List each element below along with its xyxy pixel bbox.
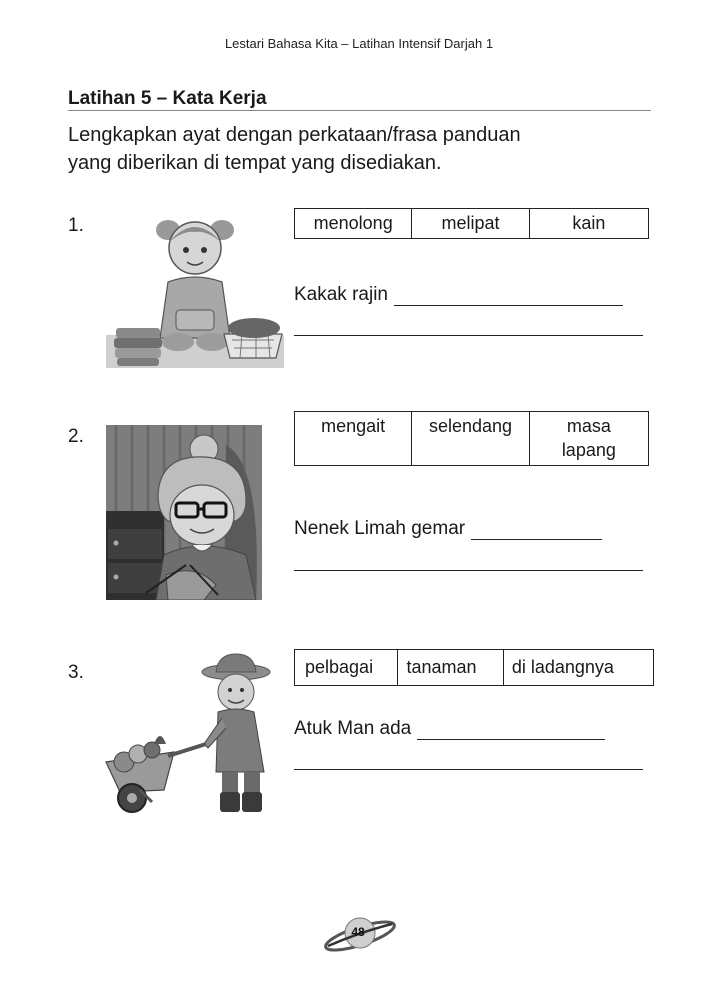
answer-line-3[interactable]: [294, 769, 643, 770]
question-1-number: 1.: [68, 215, 84, 236]
sentence-1: [294, 284, 623, 306]
instruction-line-2: yang diberikan di tempat yang disediakan.: [68, 152, 442, 174]
sentence-1-start: Kakak rajin: [294, 284, 388, 305]
word-cell-line: masa: [566, 416, 611, 436]
question-2-number: 2.: [68, 426, 84, 447]
running-header: Lestari Bahasa Kita – Latihan Intensif Darjah 1: [224, 36, 494, 51]
word-box-3: [294, 649, 654, 686]
sentence-3: [294, 718, 605, 740]
sentence-3-start: Atuk Man ada: [294, 718, 412, 739]
word-cell: pelbagai: [295, 650, 398, 685]
page-number: 48: [351, 925, 365, 939]
word-cell-stacked: [530, 412, 648, 465]
word-box-1: [294, 208, 649, 239]
word-cell: mengait: [295, 412, 412, 465]
question-3-number: 3.: [68, 662, 84, 683]
word-box-2: [294, 411, 649, 466]
answer-blank-3[interactable]: [417, 721, 605, 740]
word-cell: menolong: [295, 209, 412, 238]
answer-line-2[interactable]: [294, 570, 643, 571]
answer-blank-2[interactable]: [471, 521, 602, 540]
instruction-line-1: Lengkapkan ayat dengan perkataan/frasa panduan: [68, 124, 521, 146]
farmer-with-wheelbarrow-illustration: [104, 652, 276, 817]
word-cell: selendang: [412, 412, 529, 465]
word-cell: di ladangnya: [511, 657, 614, 677]
exercise-title: Latihan 5 – Kata Kerja: [68, 88, 267, 109]
word-cell: melipat: [412, 209, 529, 238]
answer-blank-1[interactable]: [394, 287, 623, 306]
girl-folding-clothes-illustration: [106, 210, 286, 370]
word-cell-line: lapang: [561, 440, 616, 460]
grandmother-knitting-illustration: [106, 425, 262, 600]
title-divider: [68, 110, 651, 111]
sentence-2-start: Nenek Limah gemar: [294, 518, 466, 539]
word-cell: kain: [572, 213, 606, 233]
instruction-text: [68, 121, 588, 177]
word-cell: tanaman: [398, 650, 503, 685]
answer-line-1[interactable]: [294, 335, 643, 336]
sentence-2: [294, 518, 602, 540]
